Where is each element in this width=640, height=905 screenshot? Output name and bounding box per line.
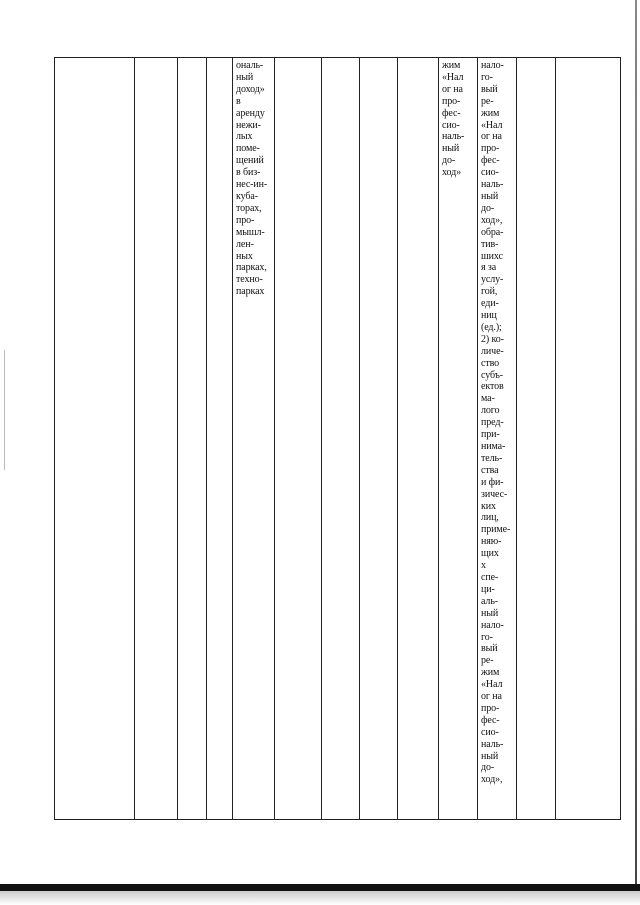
table-cell-10: жим «Нал ог на про- фес- сио- наль- ный до- ход»: [439, 58, 478, 820]
document-table: [54, 57, 621, 820]
table-cell-9: [398, 58, 439, 820]
table-cell-8: [360, 58, 398, 820]
table-cell-13: [556, 58, 621, 820]
table-cell-2: [135, 58, 178, 820]
table-cell-4: [207, 58, 233, 820]
table-row: [55, 58, 621, 820]
scan-edge-left: [4, 350, 5, 470]
scan-edge-right: [635, 0, 637, 905]
table-cell-6: [275, 58, 322, 820]
table-cell-1: [55, 58, 135, 820]
table-cell-7: [322, 58, 360, 820]
table-cell-3: [178, 58, 207, 820]
table-cell-11: нало- го- вый ре- жим «Нал ог на про- фес- сио- наль- ный до- ход», обра- тив- шихс я за услу- гой, еди- ниц (ед.); 2) ко- личе- ство субъ- ектов ма- лого пред- при- нима- тель- ства и фи- зичес- ких лиц, приме- няю- щих х спе- ци- аль- ный нало- го- вый ре- жим «Нал ог на про- фес- сио- наль- ный до- ход»,: [478, 58, 517, 820]
scan-bottom-bar: [0, 884, 640, 891]
table-cell-5: ональ- ный доход» в аренду нежи- лых поме- щений в биз- нес-ин- куба- торах, про- мышл- лен- ных парках, техно- парках: [233, 58, 275, 820]
table-cell-12: [517, 58, 556, 820]
scan-bottom-shadow: [0, 891, 640, 905]
